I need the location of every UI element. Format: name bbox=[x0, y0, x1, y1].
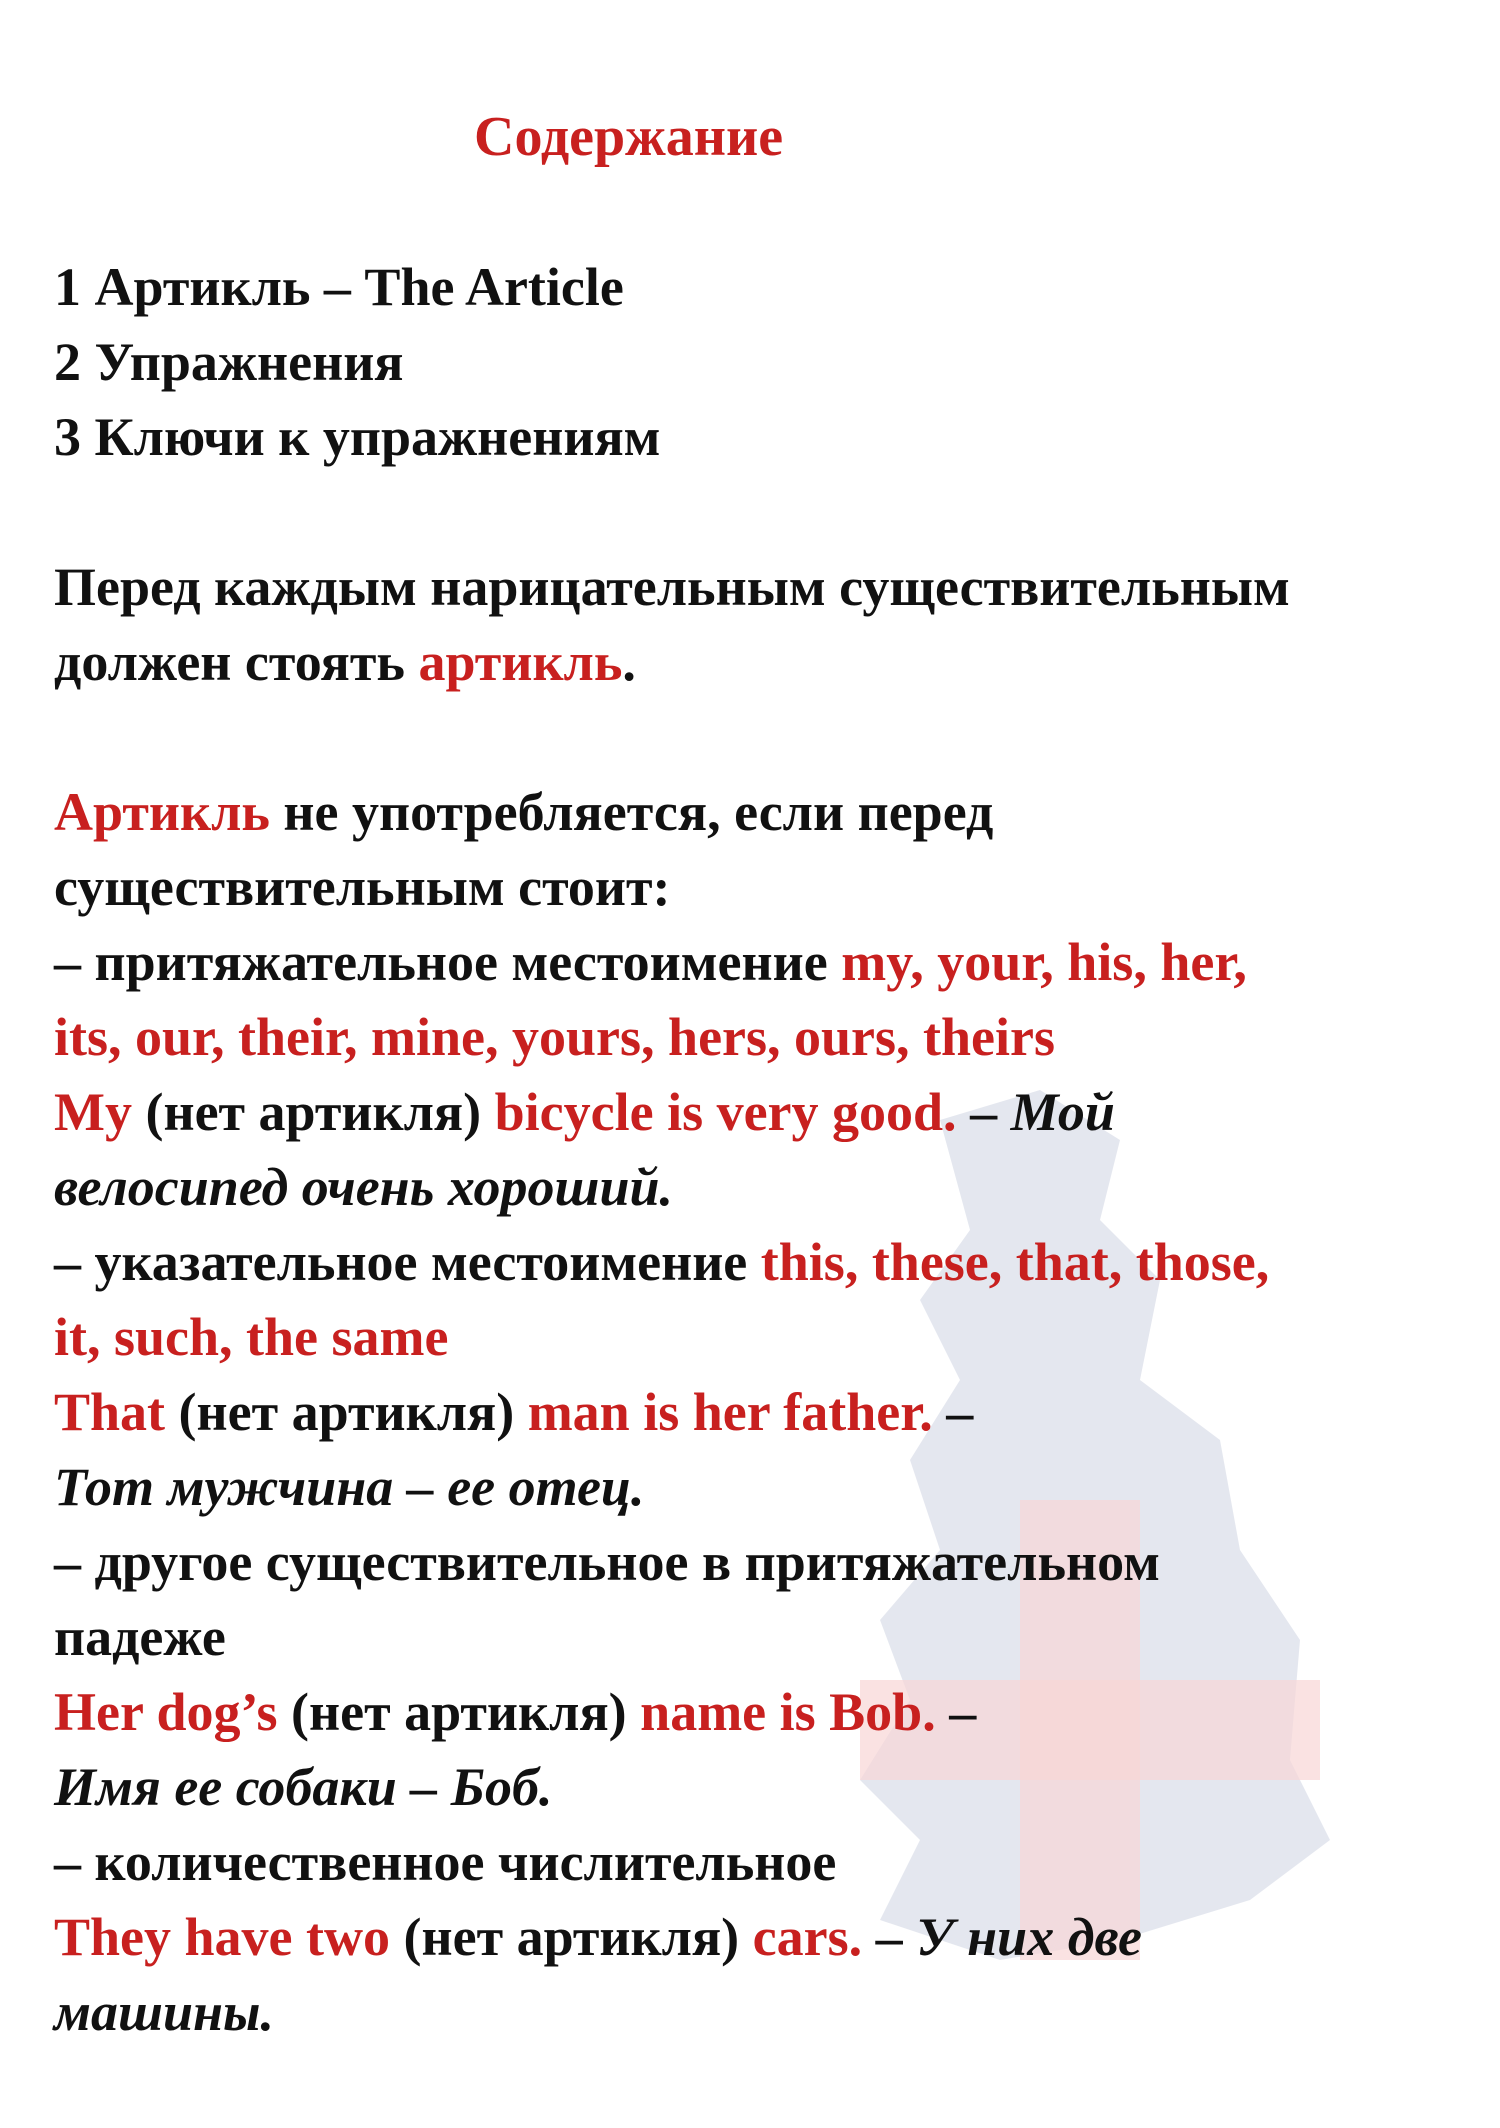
spacer bbox=[54, 475, 1464, 550]
possessive-translation: велосипед очень хороший. bbox=[54, 1157, 674, 1217]
spacer bbox=[54, 700, 1464, 775]
demonstrative-intro: – указательное местоимение bbox=[54, 1232, 761, 1292]
example-note: (нет артикля) bbox=[165, 1382, 528, 1442]
numeral-translation: машины. bbox=[54, 1982, 274, 2042]
noun-case-translation: Имя ее собаки – Боб. bbox=[54, 1757, 553, 1817]
example-note: (нет артикля) bbox=[277, 1682, 641, 1742]
rule-text: не употребляется, если перед bbox=[269, 782, 994, 842]
example-sentence: bicycle is very good. bbox=[494, 1082, 957, 1142]
example-dash: – bbox=[862, 1907, 917, 1967]
numeral-example bbox=[54, 1900, 1464, 1975]
intro-period: . bbox=[622, 632, 636, 692]
example-note: (нет артикля) bbox=[131, 1082, 495, 1142]
example-word: That bbox=[54, 1382, 166, 1442]
page-title: Содержание bbox=[474, 106, 784, 168]
intro-text: должен стоять bbox=[54, 632, 419, 692]
example-translation-start: У них две bbox=[916, 1907, 1142, 1967]
noun-case-line-2: падеже bbox=[54, 1607, 226, 1667]
demonstrative-example bbox=[54, 1375, 1464, 1450]
document-page bbox=[54, 100, 1464, 2050]
toc-item-1: 1 Артикль – The Article bbox=[54, 257, 624, 317]
example-note: (нет артикля) bbox=[390, 1907, 753, 1967]
example-dash: – bbox=[956, 1082, 1011, 1142]
toc-item-2: 2 Упражнения bbox=[54, 332, 404, 392]
possessive-line-1 bbox=[54, 925, 1464, 1000]
example-sentence: man is her father. bbox=[527, 1382, 933, 1442]
demonstrative-line-1 bbox=[54, 1225, 1464, 1300]
example-word: Her dog’s bbox=[54, 1682, 278, 1742]
demonstrative-words-2: it, such, the same bbox=[54, 1307, 449, 1367]
example-word: They have two bbox=[54, 1907, 390, 1967]
possessive-intro: – притяжательное местоимение bbox=[54, 932, 842, 992]
example-dash: – bbox=[932, 1382, 974, 1442]
intro-line-2 bbox=[54, 625, 1464, 700]
noun-case-line-1: – другое существительное в притяжательном bbox=[54, 1532, 1160, 1592]
intro-line-1: Перед каждым нарицательным существительным bbox=[54, 557, 1290, 617]
example-word: My bbox=[54, 1082, 132, 1142]
possessive-example bbox=[54, 1075, 1464, 1150]
possessive-words-1: my, your, his, her, bbox=[841, 932, 1247, 992]
example-sentence: name is Bob. bbox=[640, 1682, 936, 1742]
example-sentence: cars. bbox=[752, 1907, 863, 1967]
demonstrative-translation: Тот мужчина – ее отец. bbox=[54, 1457, 645, 1517]
example-translation-start: Мой bbox=[1010, 1082, 1115, 1142]
toc-item-3: 3 Ключи к упражнениям bbox=[54, 407, 661, 467]
possessive-words-2: its, our, their, mine, yours, hers, ours, theirs bbox=[54, 1007, 1056, 1067]
demonstrative-words-1: this, these, that, those, bbox=[760, 1232, 1270, 1292]
noun-case-example bbox=[54, 1675, 1464, 1750]
intro-keyword: артикль bbox=[418, 632, 623, 692]
example-dash: – bbox=[935, 1682, 977, 1742]
numeral-line-1: – количественное числительное bbox=[54, 1832, 837, 1892]
rule-keyword: Артикль bbox=[54, 782, 270, 842]
rule-line-1 bbox=[54, 775, 1464, 850]
rule-line-2: существительным стоит: bbox=[54, 857, 671, 917]
